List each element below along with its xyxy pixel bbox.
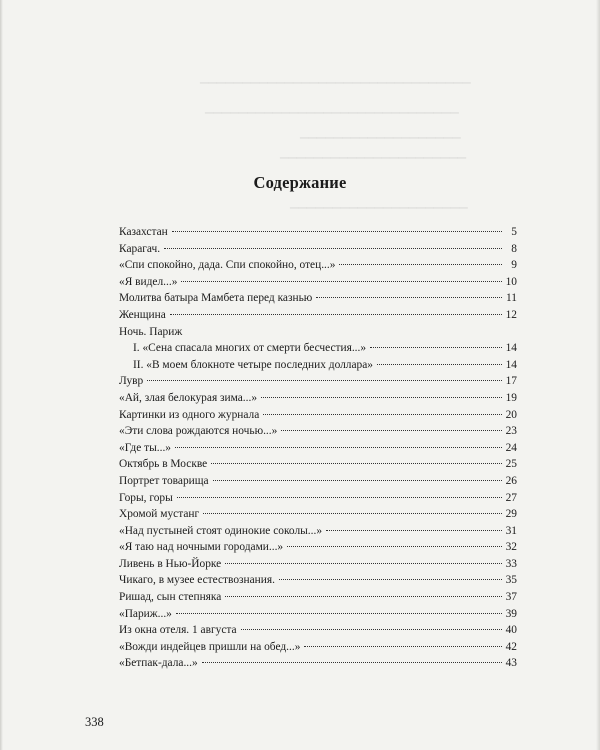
toc-entry-title: Чикаго, в музее естествознания.: [119, 574, 275, 587]
toc-entry-page: 33: [505, 557, 517, 570]
page-edge-right: [596, 0, 600, 750]
toc-entry: [119, 456, 517, 473]
toc-entry-page: 14: [505, 342, 517, 355]
toc-entry: [119, 407, 517, 424]
table-of-contents: [119, 224, 517, 672]
toc-entry: [119, 373, 517, 390]
toc-dot-leader: [177, 497, 502, 498]
toc-entry: [119, 655, 517, 672]
toc-dot-leader: [281, 430, 502, 431]
toc-entry-page: 40: [505, 624, 517, 637]
toc-entry: [119, 274, 517, 291]
toc-dot-leader: [339, 264, 502, 265]
toc-entry: [119, 490, 517, 507]
toc-entry-page: 8: [511, 242, 517, 255]
bleed-through-decoration: ▁▁▁▁▁▁▁▁▁▁▁▁▁▁▁▁▁▁▁▁▁▁▁▁▁▁▁▁▁▁▁▁: [200, 72, 471, 84]
toc-entry: [119, 539, 517, 556]
toc-entry: [119, 473, 517, 490]
toc-entry-title: Молитва батыра Мамбета перед казнью: [119, 292, 313, 305]
toc-entry-page: 9: [511, 259, 517, 272]
toc-entry: [119, 224, 517, 241]
toc-dot-leader: [263, 414, 502, 415]
toc-entry: [119, 523, 517, 540]
toc-entry-title: Ливень в Нью-Йорке: [119, 557, 222, 570]
toc-entry-page: 10: [505, 275, 517, 288]
toc-entry-page: 14: [505, 358, 517, 371]
toc-entry: [119, 340, 517, 357]
toc-entry-title: Портрет товарища: [119, 474, 209, 487]
toc-entry: [119, 357, 517, 374]
toc-entry-title: «Я таю над ночными городами...»: [119, 541, 284, 554]
toc-entry-title: «Где ты...»: [119, 441, 171, 454]
toc-entry-title: «Вожди индейцев пришли на обед...»: [119, 640, 301, 653]
toc-entry-page: 19: [505, 391, 517, 404]
toc-entry-page: 25: [505, 458, 517, 471]
toc-entry-title: Октябрь в Москве: [119, 458, 208, 471]
bleed-through-decoration: ▁▁▁▁▁▁▁▁▁▁▁▁▁▁▁▁▁▁▁▁▁▁▁▁▁▁▁▁▁▁: [205, 102, 459, 114]
toc-entry-title: «Я видел...»: [119, 275, 178, 288]
toc-entry: [119, 257, 517, 274]
toc-dot-leader: [203, 513, 502, 514]
toc-dot-leader: [170, 314, 502, 315]
toc-entry-page: 11: [506, 292, 517, 305]
toc-entry-page: 29: [505, 508, 517, 521]
toc-dot-leader: [316, 297, 502, 298]
toc-dot-leader: [261, 397, 502, 398]
toc-entry-title: Ришад, сын степняка: [119, 591, 222, 604]
toc-dot-leader: [279, 579, 502, 580]
toc-dot-leader: [377, 364, 502, 365]
toc-entry-title: Горы, горы: [119, 491, 173, 504]
page-title: Содержание: [253, 173, 347, 192]
toc-dot-leader: [304, 646, 502, 647]
toc-dot-leader: [147, 380, 502, 381]
bleed-through-decoration: ▁▁▁▁▁▁▁▁▁▁▁▁▁▁▁▁▁▁▁▁▁: [290, 197, 468, 209]
toc-entry-title: «Бетпак-дала...»: [119, 657, 198, 670]
toc-dot-leader: [211, 463, 502, 464]
toc-entry: [119, 241, 517, 258]
toc-entry-title: Из окна отеля. 1 августа: [119, 624, 237, 637]
toc-entry: [119, 390, 517, 407]
toc-entry-page: 12: [505, 308, 517, 321]
toc-entry-title: Хромой мустанг: [119, 508, 200, 521]
toc-dot-leader: [164, 248, 502, 249]
toc-entry: [119, 606, 517, 623]
toc-entry-title: II. «В моем блокноте четыре последних доллара»: [133, 358, 373, 371]
page-edge-left: [0, 0, 3, 750]
toc-entry: [119, 639, 517, 656]
toc-dot-leader: [326, 530, 502, 531]
toc-entry-page: 35: [505, 574, 517, 587]
toc-entry-page: 17: [505, 375, 517, 388]
toc-entry: [119, 589, 517, 606]
toc-entry-title: Женщина: [119, 308, 166, 321]
toc-entry-page: 31: [505, 524, 517, 537]
page-number: 338: [85, 715, 104, 729]
toc-entry-page: 27: [505, 491, 517, 504]
bleed-through-decoration: ▁▁▁▁▁▁▁▁▁▁▁▁▁▁▁▁▁▁▁▁▁▁: [280, 147, 467, 159]
toc-dot-leader: [213, 480, 502, 481]
toc-dot-leader: [176, 613, 502, 614]
toc-entry-title: Ночь. Париж: [119, 325, 183, 338]
toc-entry: [119, 506, 517, 523]
toc-entry-title: «Эти слова рождаются ночью...»: [119, 425, 278, 438]
toc-entry-page: 37: [505, 591, 517, 604]
toc-dot-leader: [225, 596, 502, 597]
toc-entry-title: Лувр: [119, 375, 144, 388]
toc-entry: [119, 572, 517, 589]
toc-entry-title: Карагач.: [119, 242, 161, 255]
toc-entry-title: «Ай, злая белокурая зима...»: [119, 391, 258, 404]
toc-entry-page: 39: [505, 607, 517, 620]
toc-entry-title: Казахстан: [119, 226, 168, 238]
toc-entry-title: «Париж...»: [119, 607, 172, 620]
toc-entry-title: Картинки из одного журнала: [119, 408, 260, 421]
toc-entry: [119, 622, 517, 639]
toc-entry-title: «Над пустыней стоят одинокие соколы...»: [119, 524, 323, 537]
toc-entry: [119, 324, 517, 341]
toc-entry-title: «Спи спокойно, дада. Спи спокойно, отец...»: [119, 259, 336, 272]
toc-dot-leader: [370, 347, 502, 348]
toc-entry: [119, 423, 517, 440]
toc-dot-leader: [202, 662, 502, 663]
toc-entry-page: 26: [505, 474, 517, 487]
bleed-through-decoration: ▁▁▁▁▁▁▁▁▁▁▁▁▁▁▁▁▁▁▁: [300, 127, 461, 139]
toc-entry-page: 5: [511, 226, 517, 238]
toc-entry-page: 20: [505, 408, 517, 421]
toc-entry: [119, 307, 517, 324]
toc-dot-leader: [241, 629, 502, 630]
toc-entry-page: 43: [505, 657, 517, 670]
toc-entry: [119, 290, 517, 307]
toc-entry: [119, 556, 517, 573]
toc-entry-title: I. «Сена спасала многих от смерти бесчестия...»: [133, 342, 367, 355]
toc-entry: [119, 440, 517, 457]
toc-dot-leader: [287, 546, 502, 547]
toc-entry-page: 32: [505, 541, 517, 554]
toc-entry-page: 42: [505, 640, 517, 653]
toc-entry-page: 24: [505, 441, 517, 454]
toc-entry-page: 23: [505, 425, 517, 438]
toc-dot-leader: [172, 231, 502, 232]
toc-dot-leader: [225, 563, 502, 564]
toc-dot-leader: [175, 447, 502, 448]
toc-dot-leader: [181, 281, 502, 282]
